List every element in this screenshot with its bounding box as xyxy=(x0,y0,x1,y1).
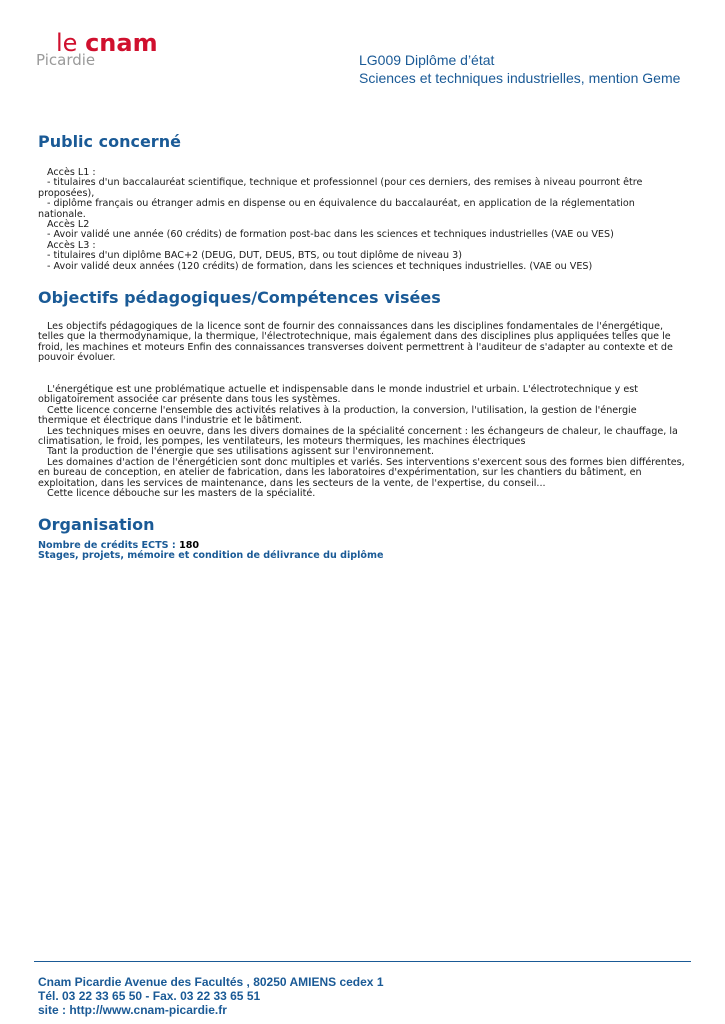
public-text xyxy=(38,168,688,272)
logo-region: Picardie xyxy=(36,51,96,69)
objectifs-paragraph: Les objectifs pédagogiques de la licence sont de fournir des connaissances dans les disciplines fondamentales de l'énergétique, telles que la thermodynamique, la thermique, l'électrotechnique, mais également dans des disciplines plus appliquées telles que le froid, les machines et moteurs Enfin des connaissances transverses doivent permettrent à l'auditeur de s'adapter au contexte et de pouvoir évoluer. xyxy=(38,321,673,364)
diploma-subtitle: Sciences et techniques industrielles, mention Geme xyxy=(359,70,681,86)
footer-divider xyxy=(34,961,691,962)
objectifs-para-1 xyxy=(38,322,688,364)
objectifs-paragraph: Cette licence concerne l'ensemble des activités relatives à la production, la conversion, l'utilisation, la gestion de l'énergie thermique et électrique dans l'industrie et le bâtiment. xyxy=(38,404,637,427)
public-line: - titulaires d'un baccalauréat scientifique, technique et professionnel (pour ces derniers, des remises à niveau pourront être xyxy=(47,177,643,189)
stages-label: Stages, projets, mémoire et condition de délivrance du diplôme xyxy=(38,550,384,561)
public-line: Accès L3 : xyxy=(47,239,96,251)
diploma-code-title: LG009 Diplôme d’état xyxy=(359,52,495,68)
public-line: - titulaires d'un diplôme BAC+2 (DEUG, DUT, DEUS, BTS, ou tout diplôme de niveau 3) xyxy=(47,250,462,262)
public-line: Accès L1 : xyxy=(47,167,96,178)
objectifs-paragraph: L'énergétique est une problématique actuelle et indispensable dans le monde industriel et urbain. L'électrotechnique y est obligatoirement associée car présente dans tous les systèmes. xyxy=(38,384,639,406)
footer-phone: Tél. 03 22 33 65 50 - Fax. 03 22 33 65 51 xyxy=(38,989,261,1003)
document-header xyxy=(359,51,719,87)
public-line: Accès L2 xyxy=(47,219,90,231)
ects-label: Nombre de crédits ECTS : xyxy=(38,540,180,551)
footer-site-link[interactable]: site : http://www.cnam-picardie.fr xyxy=(38,1003,227,1017)
stages-heading xyxy=(38,550,384,561)
objectifs-paragraph: Cette licence débouche sur les masters de la spécialité. xyxy=(47,488,316,500)
section-title-public: Public concerné xyxy=(38,132,181,151)
objectifs-paragraph: Les techniques mises en oeuvre, dans les divers domaines de la spécialité concernent : les échangeurs de chaleur, le chauffage, la climatisation, le froid, les pompes, les ventilateurs, les moteurs thermiques, les machines électriques xyxy=(38,425,678,448)
section-title-objectifs: Objectifs pédagogiques/Compétences visées xyxy=(38,288,441,307)
logo-le: le xyxy=(56,29,86,57)
objectifs-paragraph: Les domaines d'action de l'énergéticien sont donc multiples et variés. Ses interventions s'exercent sous des formes bien différentes, en bureau de conception, en atelier de fabrication, dans les laboratoires d'expérimentation, sur les chantiers du bâtiment, en exploitation, dans les services de maintenance, dans les secteurs de la vente, de l'expertise, du conseil... xyxy=(38,456,685,489)
public-line: - Avoir validé une année (60 crédits) de formation post-bac dans les sciences et techniques industrielles (VAE ou VES) xyxy=(47,229,614,241)
section-title-organisation: Organisation xyxy=(38,515,155,534)
cnam-logo xyxy=(36,29,158,69)
ects-value: 180 xyxy=(179,540,200,551)
logo-cnam: cnam xyxy=(85,29,158,57)
public-line: - diplôme français ou étranger admis en dispense ou en équivalence du baccalauréat, en application de la réglementation xyxy=(47,198,635,210)
footer-address: Cnam Picardie Avenue des Facultés , 80250 AMIENS cedex 1 xyxy=(38,975,384,989)
public-line: nationale. xyxy=(38,208,86,220)
public-line: - Avoir validé deux années (120 crédits) de formation, dans les sciences et techniques industrielles. (VAE ou VES) xyxy=(47,260,593,272)
objectifs-body xyxy=(38,385,688,499)
public-line: proposées), xyxy=(38,187,95,199)
footer xyxy=(38,975,384,1017)
objectifs-paragraph: Tant la production de l'énergie que ses utilisations agissent sur l'environnement. xyxy=(47,446,435,458)
